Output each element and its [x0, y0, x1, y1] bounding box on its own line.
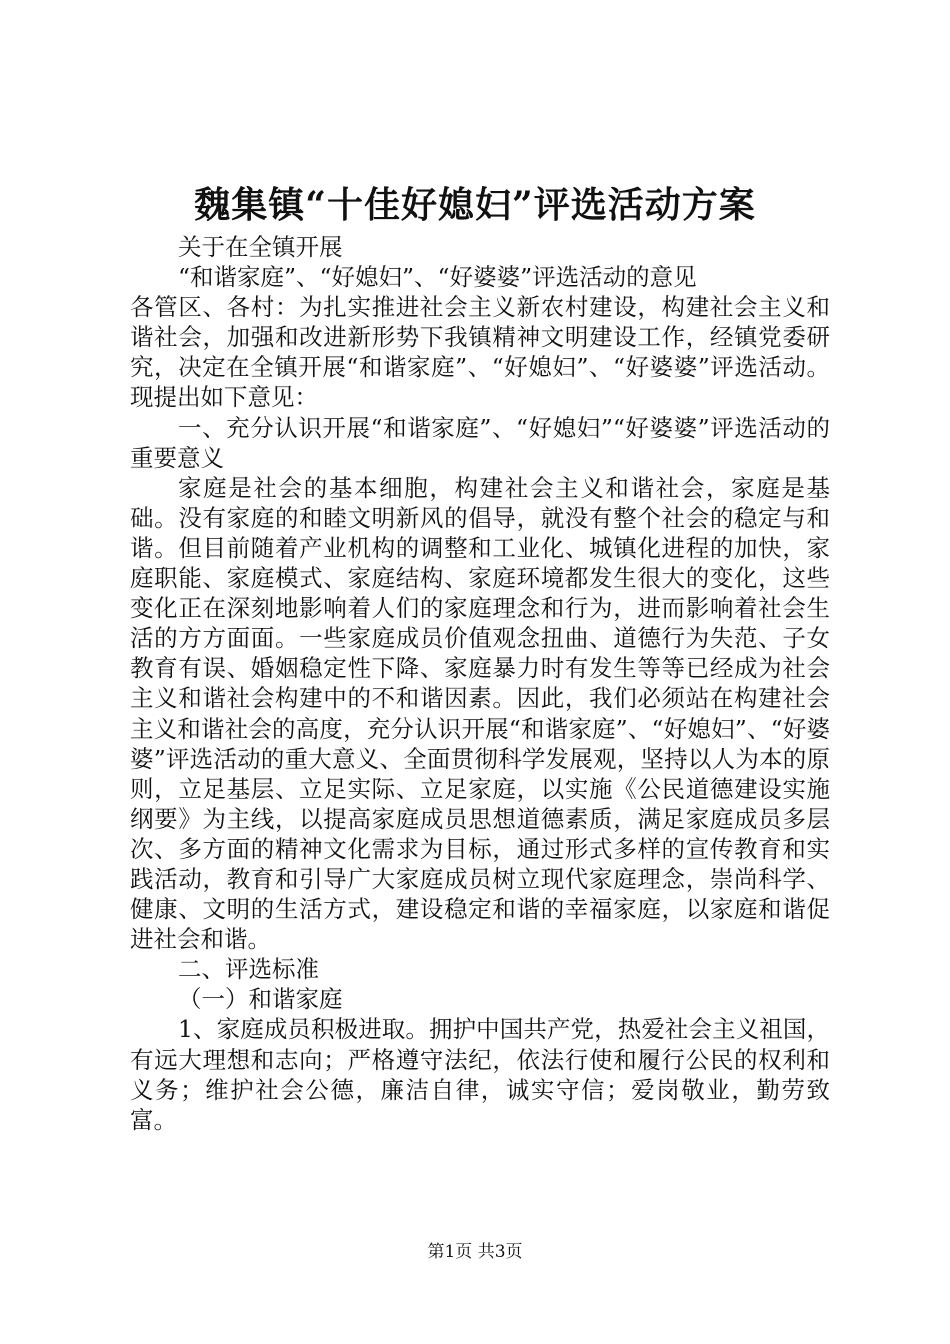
section-heading-significance: 一、充分认识开展“和谐家庭”、“好媳妇”“好婆婆”评选活动的重要意义	[130, 413, 830, 472]
paragraph-intro-heading: 关于在全镇开展	[178, 233, 343, 261]
paragraph-addressees: 各管区、各村：为扎实推进社会主义新农村建设，构建社会主义和谐社会，加强和改进新形势下我镇精神文明建设工作，经镇党委研究，决定在全镇开展“和谐家庭”、“好媳妇”、“好婆婆”评选活动。现提出如下意见：	[130, 293, 830, 412]
paragraph-significance: 家庭是社会的基本细胞，构建社会主义和谐社会，家庭是基础。没有家庭的和睦文明新风的倡导，就没有整个社会的稳定与和谐。但目前随着产业机构的调整和工业化、城镇化进程的加快，家庭职能、家庭模式、家庭结构、家庭环境都发生很大的变化，这些变化正在深刻地影响着人们的家庭理念和行为，进而影响着社会生活的方方面面。一些家庭成员价值观念扭曲、道德行为失范、子女教育有误、婚姻稳定性下降、家庭暴力时有发生等等已经成为社会主义和谐社会构建中的不和谐因素。因此，我们必须站在构建社会主义和谐社会的高度，充分认识开展“和谐家庭”、“好媳妇”、“好婆婆”评选活动的重大意义、全面贯彻科学发展观，坚持以人为本的原则，立足基层、立足实际、立足家庭，以实施《公民道德建设实施纲要》为主线，以提高家庭成员思想道德素质，满足家庭成员多层次、多方面的精神文化需求为目标，通过形式多样的宣传教育和实践活动，教育和引导广大家庭成员树立现代家庭理念，崇尚科学、健康、文明的生活方式，建设稳定和谐的幸福家庭，以家庭和谐促进社会和谐。	[130, 473, 830, 954]
paragraph-intro-subject: “和谐家庭”、“好媳妇”、“好婆婆”评选活动的意见	[178, 263, 697, 292]
page-footer: 第1页 共3页	[427, 1242, 523, 1262]
paragraph-criterion-1: 1、家庭成员积极进取。拥护中国共产党，热爱社会主义祖国，有远大理想和志向；严格遵守法纪，依法行使和履行公民的权利和义务；维护社会公德，廉洁自律，诚实守信；爱岗敬业，勤劳致富。	[130, 1015, 830, 1134]
document-title: 魏集镇“十佳好媳妇”评选活动方案	[194, 184, 756, 226]
section-heading-criteria: 二、评选标准	[178, 955, 319, 984]
subsection-heading-harmonious-family: （一）和谐家庭	[178, 985, 343, 1014]
document-body	[130, 232, 830, 1135]
